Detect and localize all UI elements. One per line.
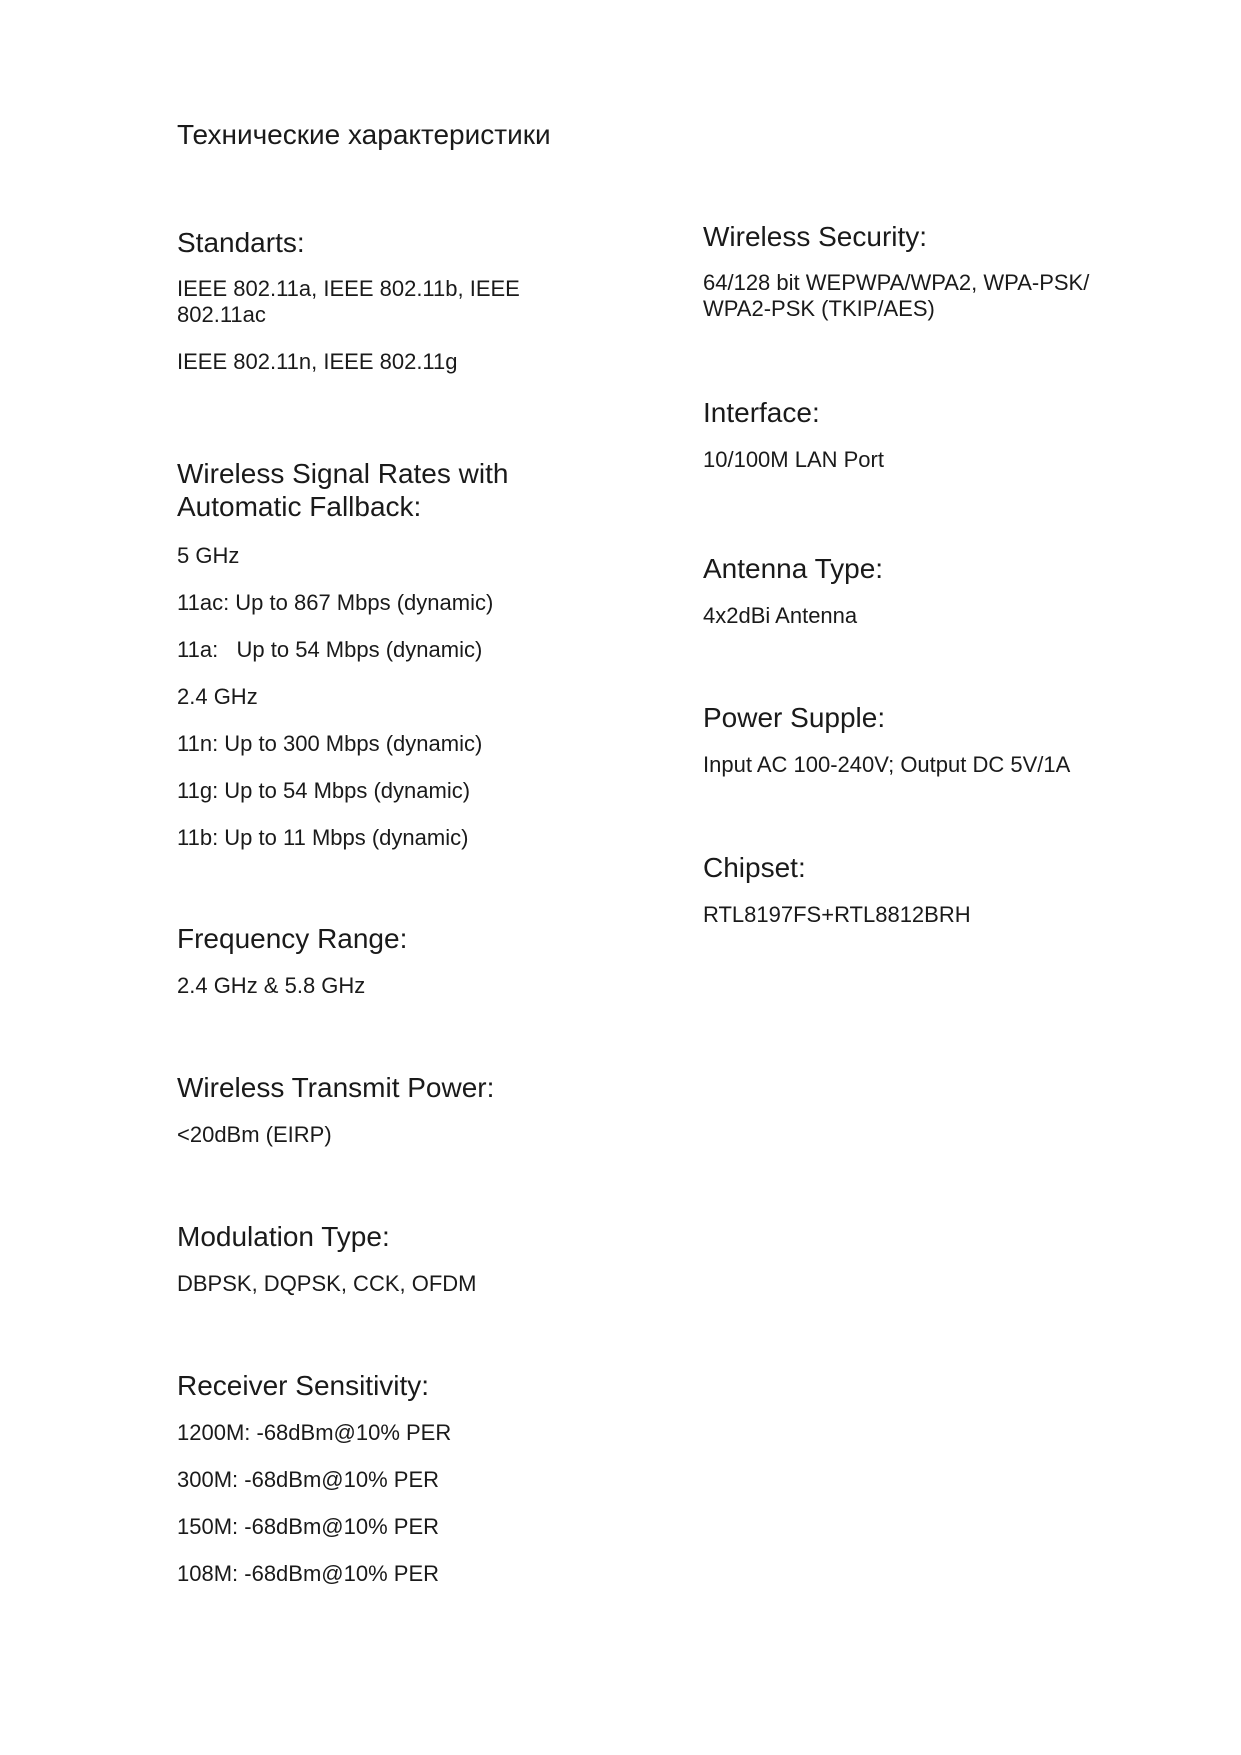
section-values — [703, 901, 1143, 928]
spec-value: 5 GHz — [177, 543, 240, 568]
section-heading: Modulation Type: — [177, 1221, 390, 1252]
spec-value: 4x2dBi Antenna — [703, 603, 858, 628]
spec-value: Input AC 100-240V; Output DC 5V/1A — [703, 752, 1071, 777]
spec-section-frequency-range — [177, 922, 577, 1019]
spec-section-transmit-power — [177, 1071, 577, 1168]
section-heading: Frequency Range: — [177, 923, 408, 954]
spec-value: IEEE 802.11n, IEEE 802.11g — [177, 349, 458, 374]
section-values — [177, 1419, 577, 1587]
spec-section-modulation-type — [177, 1220, 577, 1317]
section-heading: Standarts: — [177, 227, 305, 258]
section-values — [177, 542, 577, 851]
spec-value: 2.4 GHz — [177, 684, 258, 709]
spec-value: 10/100M LAN Port — [703, 447, 884, 472]
spec-section-interface — [703, 396, 1143, 493]
spec-value: 108M: -68dBm@10% PER — [177, 1561, 440, 1586]
spec-value: 11g: Up to 54 Mbps (dynamic) — [177, 778, 471, 803]
spec-section-signal-rates — [177, 457, 577, 871]
spec-value: 64/128 bit WEPWPA/WPA2, WPA-PSK/ WPA2-PSK (TKIP/AES) — [703, 270, 1090, 321]
spec-section-power-supply — [703, 701, 1143, 798]
spec-section-receiver-sensitivity — [177, 1369, 577, 1607]
spec-value: RTL8197FS+RTL8812BRH — [703, 902, 971, 927]
section-values — [703, 751, 1143, 778]
spec-value: 11a: Up to 54 Mbps (dynamic) — [177, 637, 483, 662]
section-values — [703, 446, 1143, 473]
section-values — [177, 1270, 577, 1297]
spec-value: 150M: -68dBm@10% PER — [177, 1514, 440, 1539]
spec-section-wireless-security — [703, 220, 1143, 342]
spec-value: IEEE 802.11a, IEEE 802.11b, IEEE 802.11ac — [177, 276, 520, 327]
section-heading: Chipset: — [703, 852, 806, 883]
spec-value: 1200M: -68dBm@10% PER — [177, 1420, 452, 1445]
spec-value: 300M: -68dBm@10% PER — [177, 1467, 440, 1492]
section-values — [703, 602, 1143, 629]
spec-section-chipset — [703, 851, 1143, 948]
page-title: Технические характеристики — [177, 119, 551, 150]
section-heading: Receiver Sensitivity: — [177, 1370, 430, 1401]
spec-value: 11n: Up to 300 Mbps (dynamic) — [177, 731, 483, 756]
spec-value: 2.4 GHz & 5.8 GHz — [177, 973, 366, 998]
section-values — [703, 270, 1143, 322]
section-heading: Wireless Signal Rates with Automatic Fallback: — [177, 458, 509, 522]
spec-value: 11ac: Up to 867 Mbps (dynamic) — [177, 590, 494, 615]
section-values — [177, 1121, 577, 1148]
section-heading: Antenna Type: — [703, 553, 884, 584]
spec-value: DBPSK, DQPSK, CCK, OFDM — [177, 1271, 477, 1296]
spec-value: 11b: Up to 11 Mbps (dynamic) — [177, 825, 469, 850]
section-values — [177, 276, 577, 375]
section-values — [177, 972, 577, 999]
section-heading: Interface: — [703, 397, 820, 428]
spec-section-antenna-type — [703, 552, 1143, 649]
spec-section-standards — [177, 226, 577, 395]
spec-value: <20dBm (EIRP) — [177, 1122, 332, 1147]
section-heading: Wireless Security: — [703, 221, 928, 252]
section-heading: Power Supple: — [703, 702, 886, 733]
section-heading: Wireless Transmit Power: — [177, 1072, 495, 1103]
